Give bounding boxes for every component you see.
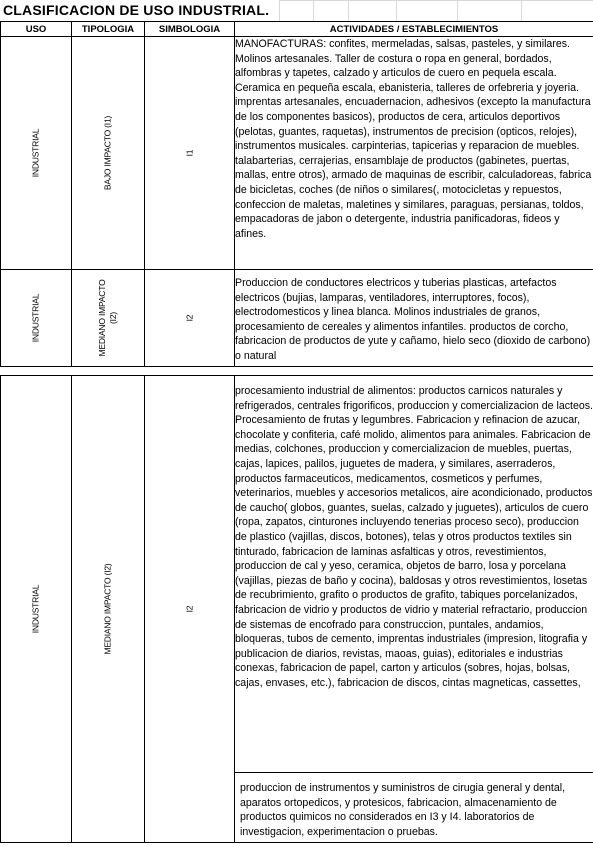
simbologia-label: I1 [184, 149, 194, 157]
simbologia-label: I2 [184, 314, 194, 322]
title-spacer-cell [521, 0, 593, 21]
uso-label: INDUSTRIAL [30, 293, 41, 343]
simbologia-cell [145, 376, 235, 843]
title-spacer-cell [396, 0, 458, 21]
header-simbologia: SIMBOLOGIA [145, 22, 235, 37]
tipologia-label-line2: (I2) [108, 312, 118, 324]
title-spacer-cell [348, 0, 397, 21]
title-spacer-cell [279, 0, 314, 21]
title-spacer-cell [457, 0, 522, 21]
uso-cell [1, 270, 72, 367]
simbologia-cell [145, 37, 235, 270]
tipologia-label: BAJO IMPACTO (I1) [102, 115, 113, 191]
title-row [0, 0, 593, 20]
page-title: CLASIFICACION DE USO INDUSTRIAL. [3, 2, 270, 18]
tipologia-cell [72, 37, 145, 270]
header-row [1, 22, 593, 37]
classification-table-top [0, 21, 593, 367]
table-row [1, 37, 593, 270]
tipologia-label [97, 280, 119, 357]
tipologia-cell [72, 376, 145, 843]
tipologia-cell [72, 270, 145, 367]
actividades-cell: procesamiento industrial de alimentos: productos carnicos naturales y refrigerados, centrales frigorificos, produccion y comercializacion de lacteos. Procesamiento de frutas y legumbres. Fabricacion y refinacion de azucar, chocolate y confiteria, café molido, alimentos para animales. Fabricacion de medias, colchones, produccion y comercializacion de muebles, puertas, cajas, lapices, palilos, juguetes de madera, y similares, aserraderos, productos farmaceuticos, medicamentos, cosmeticos y perfumes, veterinarios, muebles y accesorios metalicos, aire acondicionado, productos de caucho( globos, guantes, suelas, calzado y juguetes), articulos de cuero (ropa, zapatos, cinturones incluyendo tenerias proceso seco), produccion de plastico (vajillas, discos, botones), telas y otros productos textiles sin tinturado, fabricacion de laminas asfalticas y otros, revestimientos, produccion de cal y yeso, ceramica, objetos de barro, losa y porcelana (vajillas, piezas de baño y cocina), baldosas y otros revestimientos, losetas de recubrimiento, grafito o productos de grafito, tabiques porcelanizados, fabricacion de vidrio y productos de vidrio y material refractario, produccion de sistemas de encofrado para construccion, puntales, andamios, bloqueras, tubos de cemento, imprentas industriales (impresion, litografia y publicacion de diarios, revistas, maoas, guias), editoriales e industrias conexas, fabricacion de papel, carton y articulos (sobres, hojas, bolsas, cajas, envases, etc.), fabricacion de discos, cintas magneticas, cassettes, [235, 376, 593, 773]
uso-label: INDUSTRIAL [30, 128, 41, 178]
actividades-extra-cell: produccion de instrumentos y suministros de cirugia general y dental, aparatos ortopedicos, y protesicos, fabricacion, almacenamiento de productos quimicos no considerados en I3 y I4. laboratorios de investigacion, experimentacion o pruebas. [235, 773, 593, 843]
actividades-cell: Produccion de conductores electricos y tuberias plasticas, artefactos electricos (bujias, lamparas, ventiladores, interruptores, focos), electrodomesticos y linea blanca. Molinos industriales de granos, procesamiento de cereales y alimentos infantiles. productos de corcho, fabricacion de productos de yute y cañamo, hielo seco (dioxido de carbono) o natural [235, 270, 593, 367]
classification-table-bottom [0, 375, 593, 843]
tipologia-label-line1: MEDIANO IMPACTO [97, 279, 107, 357]
table-row [1, 376, 593, 773]
tipologia-label: MEDIANO IMPACTO (I2) [102, 563, 113, 655]
uso-cell [1, 376, 72, 843]
simbologia-cell [145, 270, 235, 367]
actividades-cell: MANOFACTURAS: confites, mermeladas, salsas, pasteles, y similares. Molinos artesanales. Taller de costura o ropa en general, bordados, alfombras y tapetes, calzado y articulos de cuero en pequela escala. Ceramica en pequeña escala, ebanisteria, talleres de orfebreria y joyeria. imprentas artesanales, encuadernacion, adhesivos (excepto la manufactura de los componentes basicos), productos de cera, articulos deportivos (pelotas, guantes, raquetas), instrumentos de precision (opticos, relojes), instrumentos musicales. carpinterias, tapicerias y reparacion de muebles. talabarterias, cerrajerias, ensamblaje de productos (gabinetes, puertas, mallas, entre otros), armado de maquinas de escribir, calculadoreas, fabrica de bicicletas, coches (de niños o similares(, motocicletas y repuestos, confeccion de maletas, maletines y similares, paraguas, persianas, toldos, empacadoras de jabon o detergente, industria panificadoras, fideos y afines. [235, 37, 593, 270]
title-spacer-cell [313, 0, 349, 21]
header-tipologia: TIPOLOGIA [72, 22, 145, 37]
header-actividades: ACTIVIDADES / ESTABLECIMIENTOS [235, 22, 593, 37]
table-row [1, 270, 593, 367]
header-uso: USO [1, 22, 72, 37]
uso-label: INDUSTRIAL [30, 584, 41, 634]
uso-cell [1, 37, 72, 270]
simbologia-label: I2 [184, 605, 194, 613]
